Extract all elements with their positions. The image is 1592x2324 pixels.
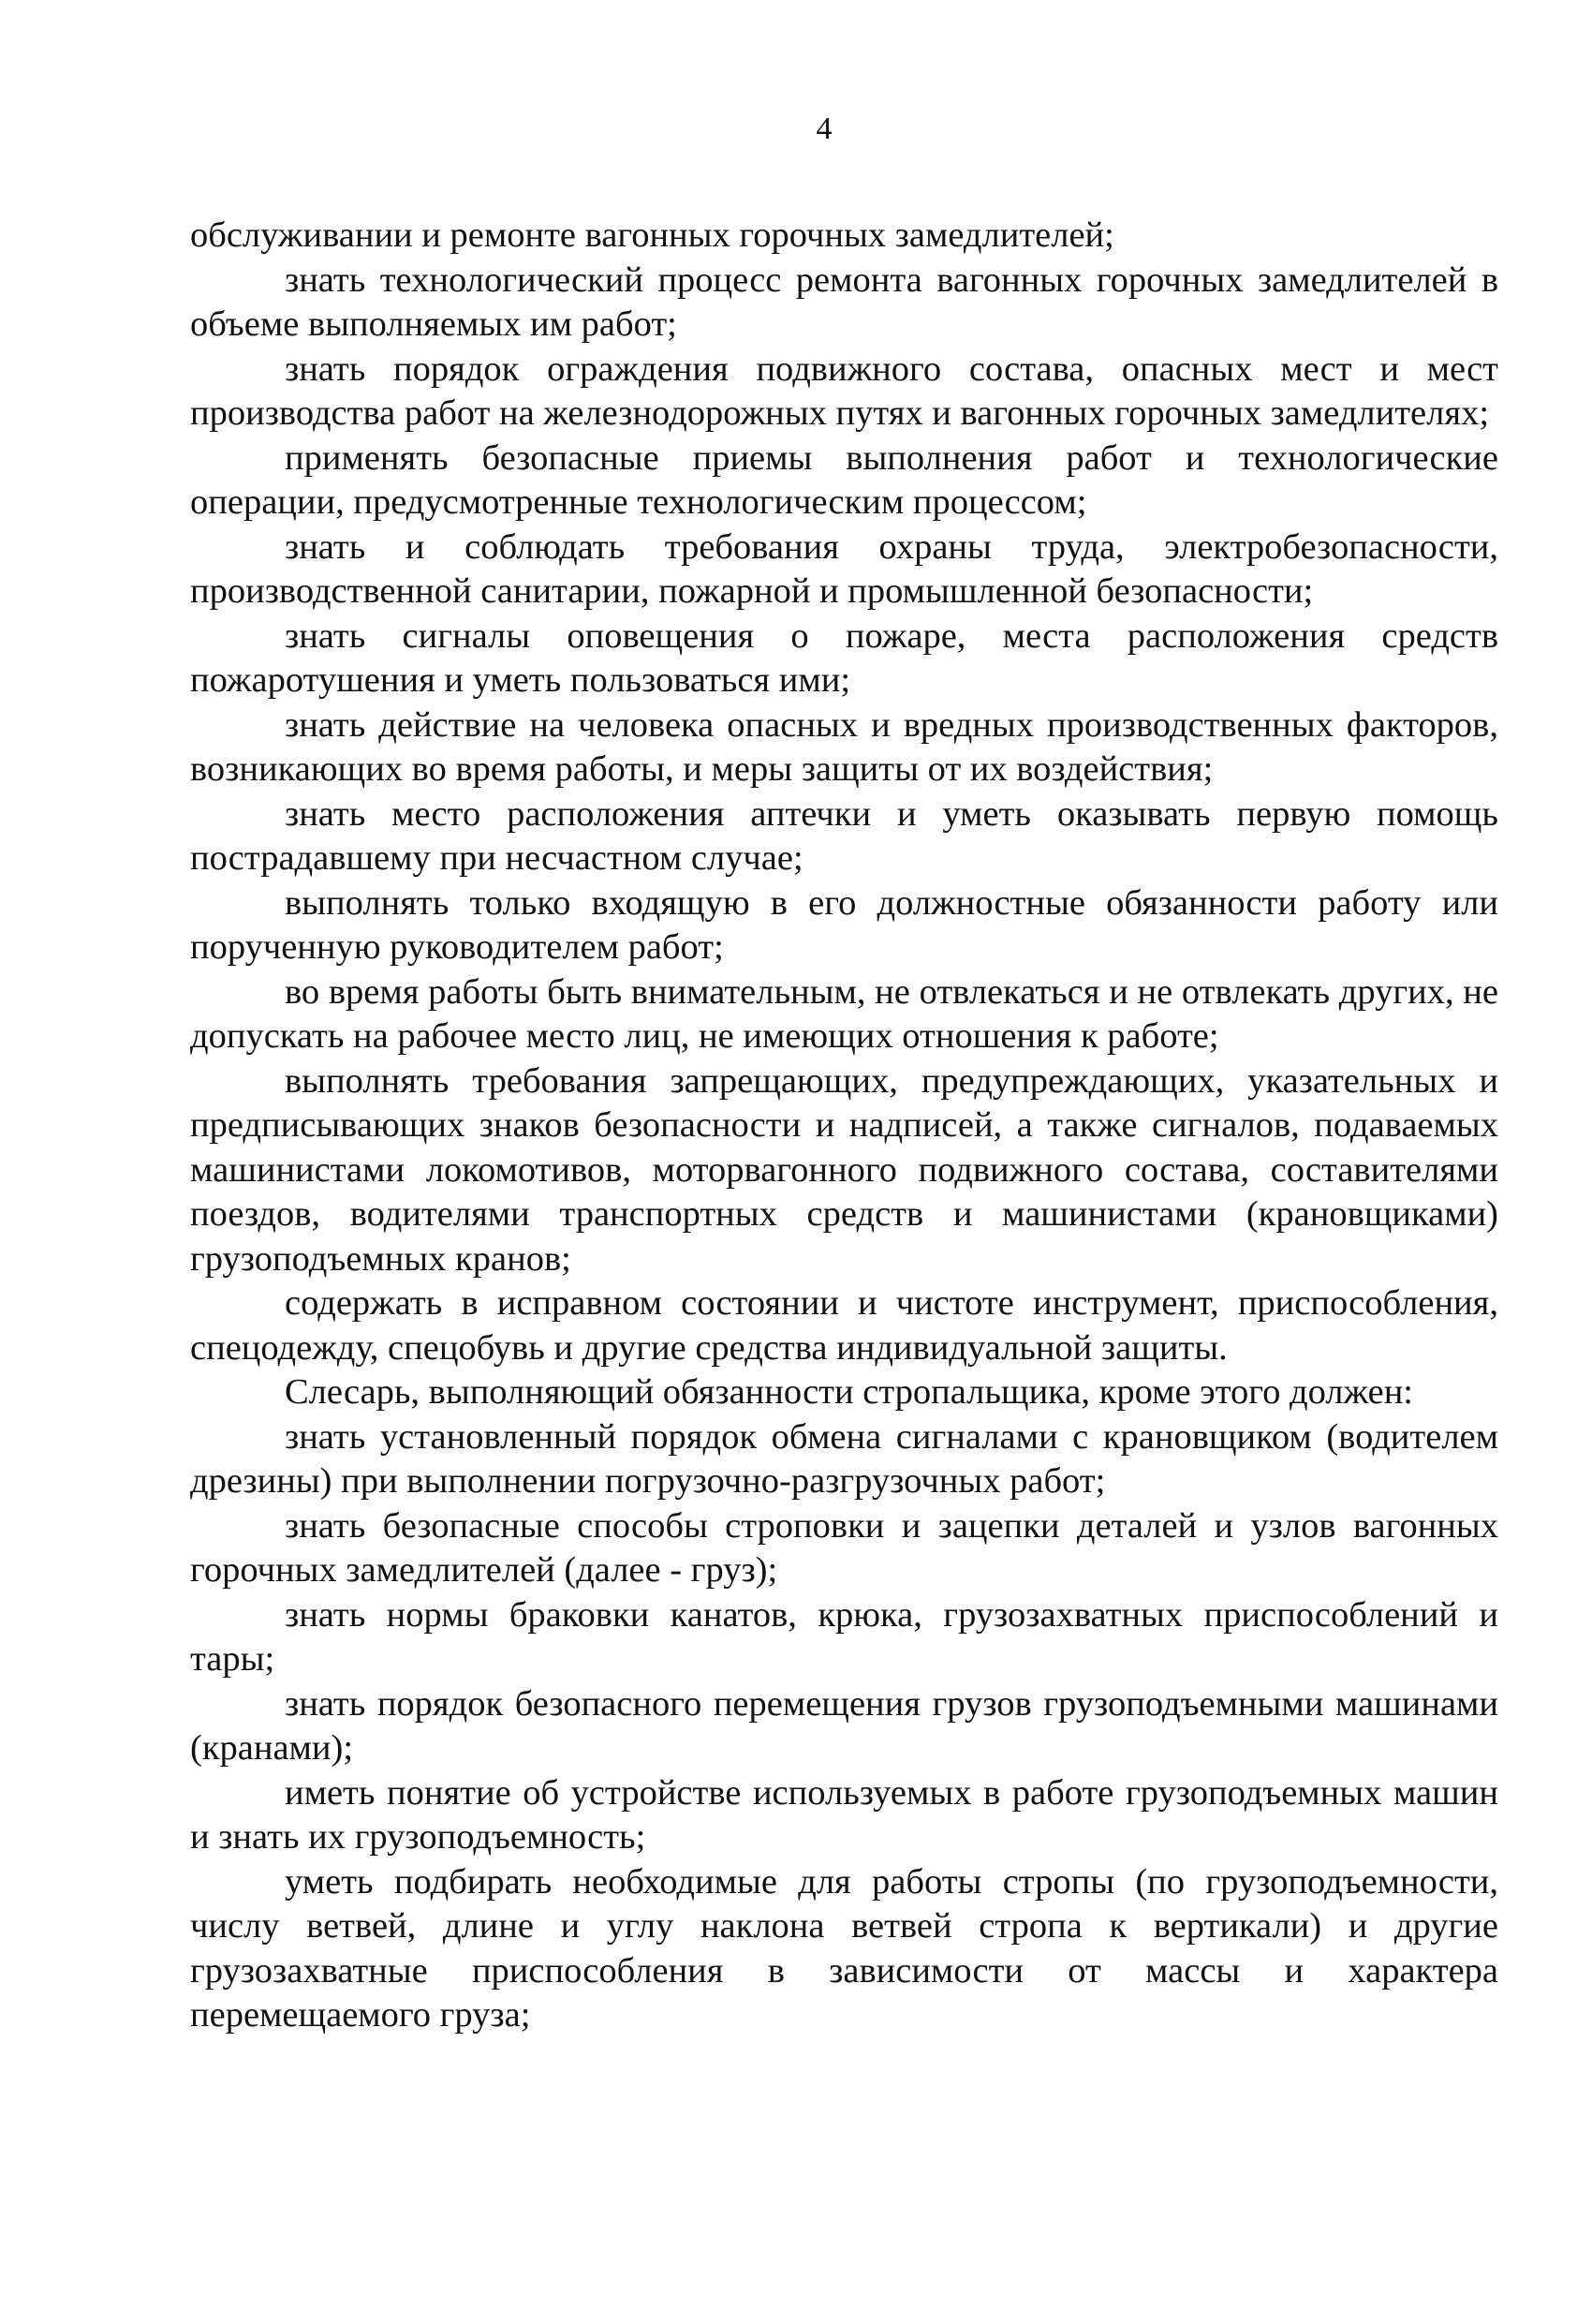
document-body (190, 214, 1498, 2038)
paragraph: содержать в исправном состоянии и чистоте инструмент, приспособления, спецодежду, спецобувь и другие средства индивидуальной защиты. (190, 1283, 1498, 1368)
paragraph: выполнять требования запрещающих, предупреждающих, указательных и предписывающих знаков безопасности и надписей, а также сигналов, подаваемых машинистами локомотивов, моторвагонного подвижного состава, составителями поездов, водителями транспортных средств и машинистами (крановщиками) грузоподъемных кранов; (190, 1060, 1498, 1279)
paragraph: знать порядок безопасного перемещения грузов грузоподъемными машинами (кранами); (190, 1683, 1498, 1768)
paragraph: выполнять только входящую в его должностные обязанности работу или порученную руководителем работ; (190, 882, 1498, 967)
paragraph: знать место расположения аптечки и уметь оказывать первую помощь пострадавшему при несчастном случае; (190, 793, 1498, 878)
paragraph: знать нормы браковки канатов, крюка, грузозахватных приспособлений и тары; (190, 1594, 1498, 1679)
paragraph: применять безопасные приемы выполнения работ и технологические операции, предусмотренные технологическим процессом; (190, 437, 1498, 522)
paragraph: знать сигналы оповещения о пожаре, места расположения средств пожаротушения и уметь пользоваться ими; (190, 615, 1498, 700)
paragraph: обслуживании и ремонте вагонных горочных замедлителей; (190, 215, 1114, 255)
paragraph: знать порядок ограждения подвижного состава, опасных мест и мест производства работ на железнодорожных путях и вагонных горочных замедлителях; (190, 348, 1498, 433)
paragraph: Слесарь, выполняющий обязанности стропальщика, кроме этого должен: (285, 1372, 1414, 1412)
paragraph: знать безопасные способы строповки и зацепки деталей и узлов вагонных горочных замедлителей (далее - груз); (190, 1505, 1498, 1590)
paragraph: уметь подбирать необходимые для работы стропы (по грузоподъемности, числу ветвей, длине и углу наклона ветвей стропа к вертикали) и другие грузозахватные приспособления в зависимости от массы и характера перемещаемого груза; (190, 1861, 1498, 2035)
paragraph: знать технологический процесс ремонта вагонных горочных замедлителей в объеме выполняемых им работ; (190, 259, 1498, 344)
paragraph: иметь понятие об устройстве используемых в работе грузоподъемных машин и знать их грузоподъемность; (190, 1772, 1498, 1857)
paragraph: знать установленный порядок обмена сигналами с крановщиком (водителем дрезины) при выполнении погрузочно-разгрузочных работ; (190, 1416, 1498, 1501)
paragraph: знать и соблюдать требования охраны труда, электробезопасности, производственной санитарии, пожарной и промышленной безопасности; (190, 526, 1498, 611)
paragraph: знать действие на человека опасных и вредных производственных факторов, возникающих во время работы, и меры защиты от их воздействия; (190, 704, 1498, 789)
paragraph: во время работы быть внимательным, не отвлекаться и не отвлекать других, не допускать на рабочее место лиц, не имеющих отношения к работе; (190, 971, 1498, 1056)
page-number: 4 (816, 111, 833, 146)
